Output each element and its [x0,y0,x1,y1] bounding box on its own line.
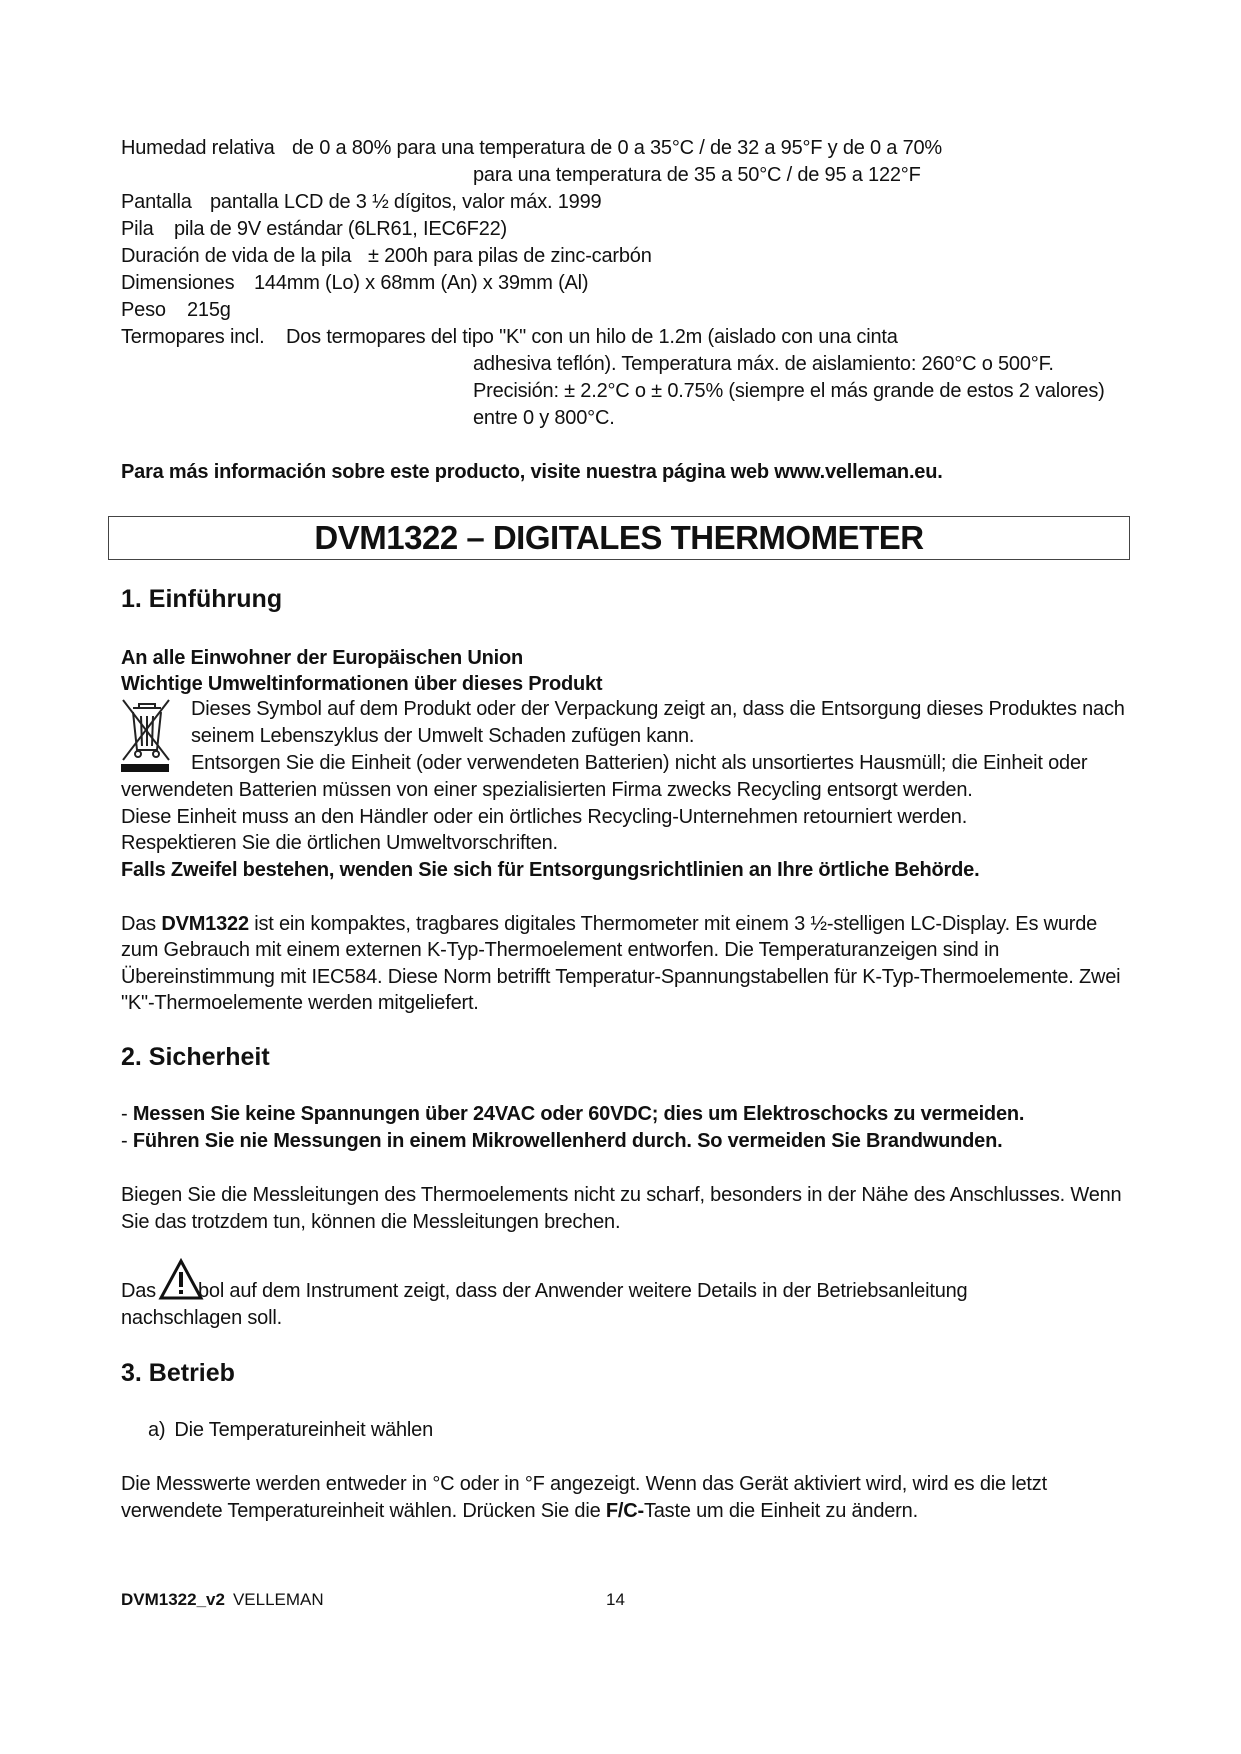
operation-text: Taste um die Einheit zu ändern. [643,1500,918,1522]
spec-value: 144mm (Lo) x 68mm (An) x 39mm (Al) [254,272,589,294]
bullet-dash: - [121,1103,133,1125]
operation-paragraph-line [121,1499,918,1523]
warning-text: Messen Sie keine Spannungen über 24VAC oder 60VDC; dies um Elektroschocks zu vermeiden. [132,1103,1025,1125]
spec-value: de 0 a 80% para una temperatura de 0 a 35°C / de 32 a 95°F y de 0 a 70% [292,137,943,159]
spec-value-continuation: para una temperatura de 35 a 50°C / de 95 a 122°F [473,164,921,186]
eu-heading: An alle Einwohner der Europäischen Union [121,647,524,669]
weee-text: Dieses Symbol auf dem Produkt oder der Verpackung zeigt an, dass die Entsorgung dieses Produktes nach [191,698,1125,720]
section-heading-introduction: 1. Einführung [121,585,283,613]
symbol-note-text: Das [121,1280,156,1302]
warning-text: Führen Sie nie Messungen in einem Mikrowellenherd durch. So vermeiden Sie Brandwunden. [132,1130,1003,1152]
safety-paragraph-line: Biegen Sie die Messleitungen des Thermoelements nicht zu scharf, besonders in der Nähe des Anschlusses. Wenn [121,1184,1122,1206]
spec-value: 215g [187,299,231,321]
spec-row-battery [121,217,507,241]
weee-text: Entsorgen Sie die Einheit (oder verwendeten Batterien) nicht als unsortiertes Hausmüll; die Einheit oder [191,752,1088,774]
subsection-title: Die Temperatureinheit wählen [174,1419,434,1441]
footer-doc-id [121,1590,324,1610]
symbol-note-line [121,1279,967,1303]
model-name: DVM1322 [161,913,249,935]
spec-value-continuation: Precisión: ± 2.2°C o ± 0.75% (siempre el más grande de estos 2 valores) [473,380,1105,402]
spec-row-battery-life [121,244,652,268]
safety-warning [121,1129,1002,1153]
weee-bar-icon [121,764,169,772]
spec-label: Termopares incl. [121,326,265,348]
spec-row-dimensions [121,271,589,295]
symbol-note-text: bol auf dem Instrument zeigt, dass der Anwender weitere Details in der Betriebsanleitung [197,1280,968,1302]
weee-text: Respektieren Sie die örtlichen Umweltvorschriften. [121,832,558,854]
spec-value: pila de 9V estándar (6LR61, IEC6F22) [174,218,507,240]
weee-text: seinem Lebenszyklus der Umwelt Schaden zufügen kann. [191,725,695,747]
spec-label: Dimensiones [121,272,235,294]
safety-warning [121,1102,1024,1126]
list-marker: a) [148,1419,166,1441]
intro-text: ist ein kompaktes, tragbares digitales Thermometer mit einem 3 ½-stelligen LC-Display. Es wurde [248,913,1098,935]
intro-text: Das [121,913,162,935]
brand-name: VELLEMAN [232,1590,324,1609]
spec-value-continuation: adhesiva teflón). Temperatura máx. de aislamiento: 260°C o 500°F. [473,353,1054,375]
intro-paragraph-line: "K"-Thermoelemente werden mitgeliefert. [121,992,479,1014]
bullet-dash: - [121,1130,133,1152]
spec-label: Peso [121,299,166,321]
operation-paragraph-line: Die Messwerte werden entweder in °C oder in °F angezeigt. Wenn das Gerät aktiviert wird, wird es die letzt [121,1473,1047,1495]
spec-row-weight [121,298,231,322]
subsection-a [148,1418,433,1442]
intro-paragraph-line [121,912,1097,936]
more-info-line: Para más información sobre este producto, visite nuestra página web www.velleman.eu. [121,461,943,483]
spec-value: pantalla LCD de 3 ½ dígitos, valor máx. 1999 [210,191,602,213]
spec-row-humidity [121,136,943,160]
symbol-note-line: nachschlagen soll. [121,1307,282,1329]
spec-value: ± 200h para pilas de zinc-carbón [368,245,652,267]
operation-text: verwendete Temperatureinheit wählen. Drücken Sie die [121,1500,606,1522]
weee-text: verwendeten Batterien müssen von einer spezialisierten Firma zwecks Recycling entsorgt werden. [121,779,973,801]
eu-subheading: Wichtige Umweltinformationen über dieses Produkt [121,673,603,695]
spec-row-thermocouples [121,325,898,349]
section-heading-operation: 3. Betrieb [121,1359,235,1387]
doc-id: DVM1322_v2 [121,1590,225,1609]
intro-paragraph-line: Übereinstimmung mit IEC584. Diese Norm betrifft Temperatur-Spannungstabellen für K-Typ-Thermoelemente. Zwei [121,966,1121,988]
section-banner-title: DVM1322 – DIGITALES THERMOMETER [108,516,1130,560]
weee-text: Diese Einheit muss an den Händler oder ein örtliches Recycling-Unternehmen retourniert werden. [121,806,968,828]
spec-label: Pila [121,218,154,240]
weee-warning: Falls Zweifel bestehen, wenden Sie sich für Entsorgungsrichtlinien an Ihre örtliche Behörde. [121,859,980,881]
intro-paragraph-line: zum Gebrauch mit einem externen K-Typ-Thermoelement entworfen. Die Temperaturanzeigen sind in [121,939,1000,961]
caution-triangle-icon [158,1258,204,1302]
key-name: F/C- [605,1500,644,1522]
section-heading-safety: 2. Sicherheit [121,1043,270,1071]
spec-value-continuation: entre 0 y 800°C. [473,407,615,429]
spec-row-display [121,190,602,214]
spec-value: Dos termopares del tipo "K" con un hilo de 1.2m (aislado con una cinta [286,326,898,348]
spec-label: Humedad relativa [121,137,275,159]
safety-paragraph-line: Sie das trotzdem tun, können die Messleitungen brechen. [121,1211,621,1233]
page-number: 14 [606,1590,625,1609]
spec-label: Duración de vida de la pila [121,245,352,267]
spec-label: Pantalla [121,191,192,213]
